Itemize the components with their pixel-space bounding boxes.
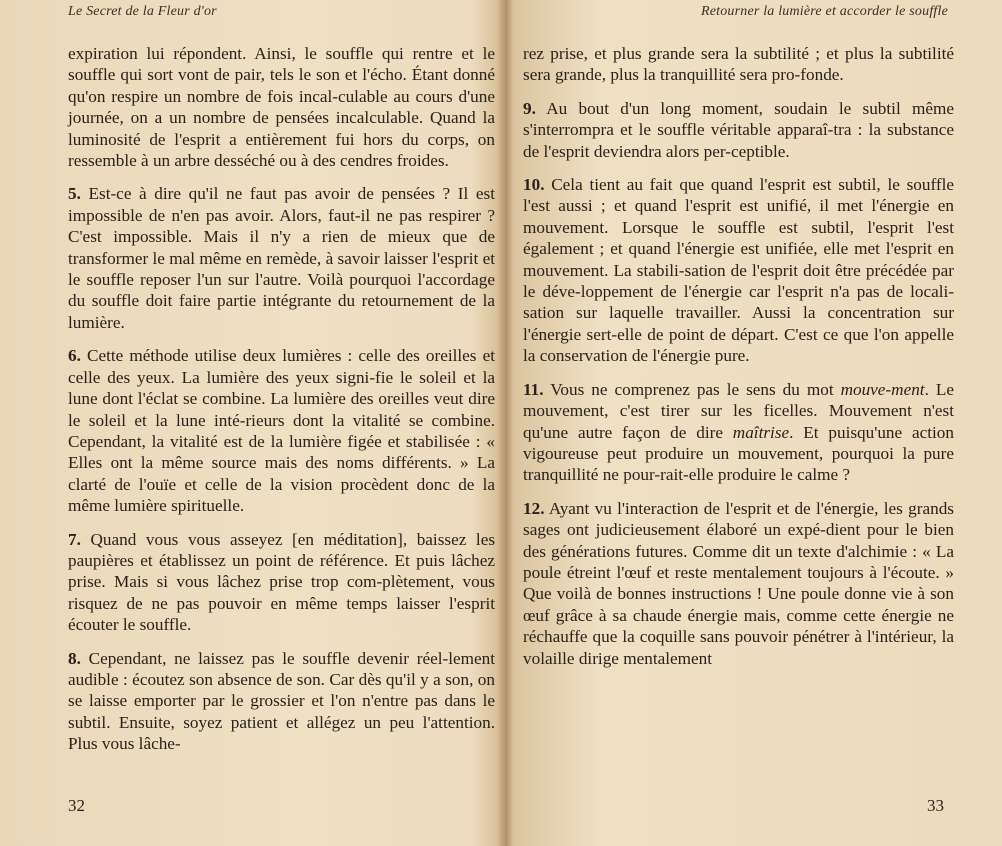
paragraph-text: Cela tient au fait que quand l'esprit est subtil, le souffle l'est aussi ; et quand l'esprit est unifié, il met l'énergie en mouvement. Lorsque le souffle est subtil, l'esprit l'est également ; et quand l'énergie est unifiée, elle met l'esprit en mouvement. La stabili-sation de l'esprit doit être précédée par le déve-loppement de l'énergie car l'esprit n'a pas de locali-sation sur laquelle travailler. Aussi la concentration sur l'énergie sert-elle de point de départ. C'est ce que l'on appelle la conservation de l'énergie pure. bbox=[523, 175, 954, 366]
paragraph-text: Cependant, ne laissez pas le souffle devenir réel-lement audible : écoutez son absence de son. Car dès qu'il y a son, on se laisse emporter par le grossier et l'on n'entre pas dans le subtil. Ensuite, soyez patient et allégez un peu l'attention. Plus vous lâche- bbox=[68, 648, 495, 754]
paragraph-number: 6. bbox=[68, 346, 81, 366]
paragraph-text: Vous ne comprenez pas le sens du mot bbox=[550, 379, 841, 399]
paragraph-8 bbox=[68, 648, 495, 755]
paragraph-5 bbox=[68, 183, 495, 333]
paragraph-number: 10. bbox=[523, 175, 545, 195]
paragraph-number: 12. bbox=[523, 498, 545, 518]
paragraph-text: Ayant vu l'interaction de l'esprit et de l'énergie, les grands sages ont judicieusement élaboré un expé-dient pour le bien des générations futures. Comme dit un texte d'alchimie : « La poule étreint l'œuf et reste mentalement toujours à l'écoute. » Que voilà de bonnes instructions ! Une poule donne vie à son œuf grâce à sa chaude énergie mais, comme cette énergie ne réchauffe que la coquille sans pouvoir pénétrer à l'intérieur, la volaille dirige mentalement bbox=[523, 498, 954, 668]
paragraph-11 bbox=[523, 379, 954, 486]
left-continuation-paragraph: expiration lui répondent. Ainsi, le souffle qui rentre et le souffle qui sort vont de pair, tels le son et l'écho. Étant donné qu'on respire un nombre de fois incal-culable au cours d'une journée, on a un nombre de pensées incalculable. Quand la luminosité de l'esprit a entièrement fui hors du corps, on ressemble à un arbre desséché ou à des cendres froides. bbox=[68, 44, 495, 171]
right-page-text bbox=[523, 43, 954, 681]
paragraph-7 bbox=[68, 529, 495, 636]
paragraph-text: Cette méthode utilise deux lumières : celle des oreilles et celle des yeux. La lumière des yeux signi-fie le soleil et la lune dont l'éclat se combine. La lumière des oreilles veut dire le soleil et la lune inté-rieurs dont la vitalité se combine. Cependant, la vitalité est de la lumière figée et stabilisée : « Elles ont la même source mais des noms différents. » La clarté de l'ouïe et celle de la vision procèdent donc de la même lumière spirituelle. bbox=[68, 346, 495, 516]
running-head-left: Le Secret de la Fleur d'or bbox=[68, 4, 217, 19]
paragraph-10 bbox=[523, 174, 954, 367]
page-number-left: 32 bbox=[68, 796, 85, 815]
page-number-right: 33 bbox=[927, 796, 944, 815]
paragraph-text: Est-ce à dire qu'il ne faut pas avoir de pensées ? Il est impossible de n'en pas avoir. Alors, faut-il ne pas respirer ? C'est impossible. Mais il n'y a rien de mieux que de transformer le mal même en remède, à savoir laisser l'esprit et le souffle reposer l'un sur l'autre. Voilà pourquoi l'accordage du souffle doit faire partie intégrante du retournement de la lumière. bbox=[68, 184, 495, 332]
paragraph-number: 7. bbox=[68, 529, 81, 549]
emphasis-mouvement: mouve-ment bbox=[840, 379, 925, 399]
right-continuation-paragraph: rez prise, et plus grande sera la subtilité ; et plus la subtilité sera grande, plus la tranquillité sera pro-fonde. bbox=[523, 44, 954, 85]
paragraph-number: 11. bbox=[523, 379, 544, 399]
paragraph-text: . Et puisqu'une action vigoureuse peut produire un mouvement, pourquoi la pure tranquillité ne pour-rait-elle produire le calme ? bbox=[523, 422, 954, 485]
paragraph-text: Quand vous vous asseyez [en méditation], baissez les paupières et établissez un point de référence. Et puis lâchez prise. Mais si vous lâchez prise trop com-plètement, vous risquez de ne pas pouvoir en même temps laisser l'esprit écouter le souffle. bbox=[68, 529, 496, 635]
paragraph-12 bbox=[523, 498, 954, 669]
paragraph-number: 8. bbox=[68, 648, 81, 668]
paragraph-9 bbox=[523, 98, 954, 162]
paragraph-number: 9. bbox=[523, 98, 536, 118]
right-page bbox=[507, 0, 1002, 846]
paragraph-text: Au bout d'un long moment, soudain le subtil même s'interrompra et le souffle véritable apparaî-tra : la substance de l'esprit deviendra alors per-ceptible. bbox=[523, 98, 954, 161]
paragraph-6 bbox=[68, 345, 495, 516]
left-page-text bbox=[68, 43, 495, 767]
running-head-right: Retourner la lumière et accorder le souffle bbox=[700, 4, 948, 19]
paragraph-text: . Le mouvement, c'est tirer sur les ficelles. Mouvement n'est qu'une autre façon de dire bbox=[523, 379, 954, 442]
emphasis-maitrise: maîtrise bbox=[732, 422, 790, 442]
paragraph-number: 5. bbox=[68, 184, 81, 204]
